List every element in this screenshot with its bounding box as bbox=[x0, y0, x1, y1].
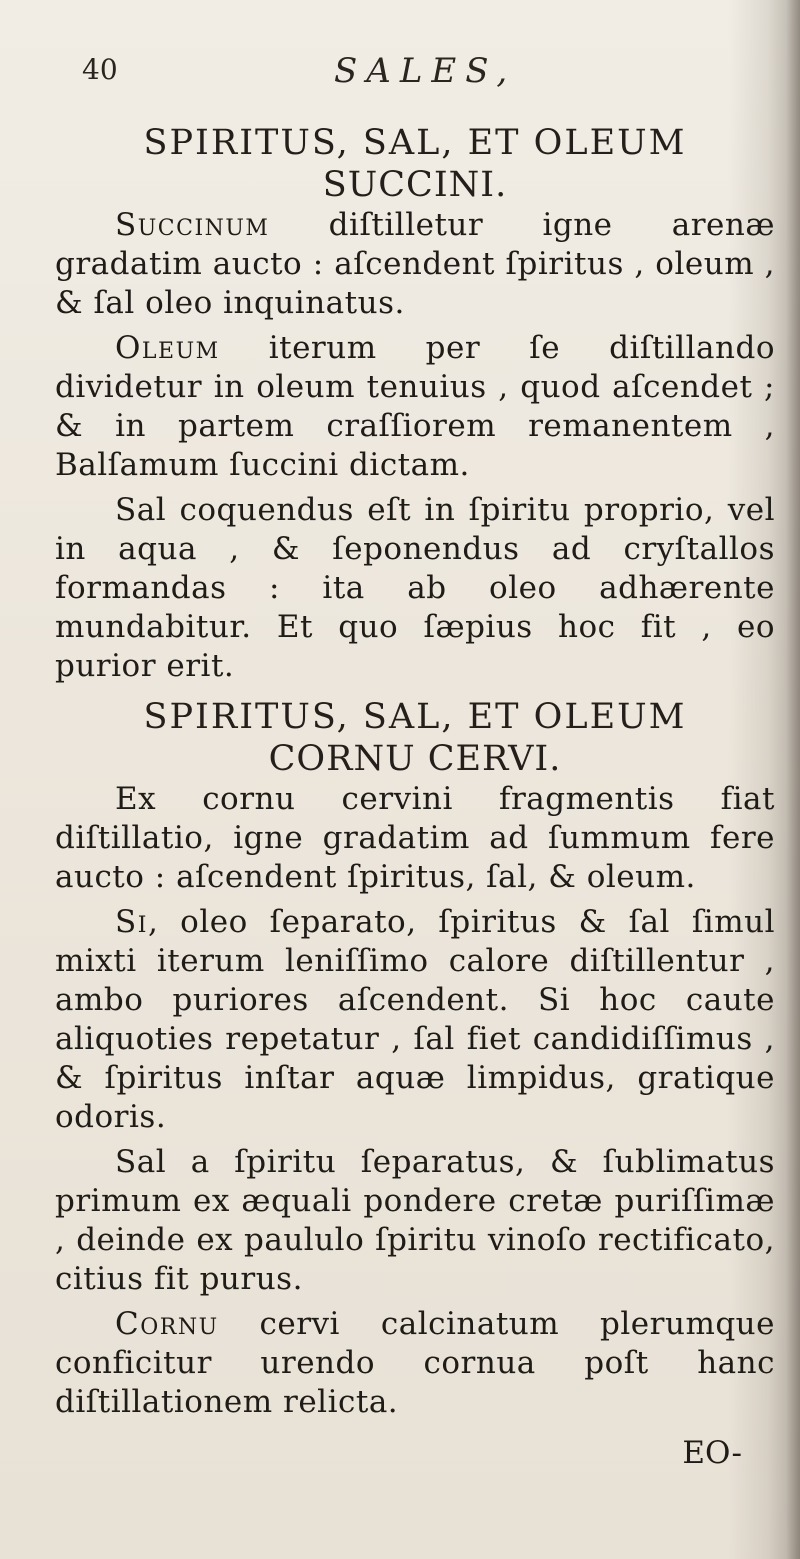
paragraph-lead: Oleum bbox=[115, 330, 220, 366]
section-cornu-cervi bbox=[55, 696, 775, 1422]
paragraph-lead: Si bbox=[115, 904, 148, 940]
running-head: SALES, bbox=[334, 51, 517, 91]
paragraph-text: Ex cornu cervini fragmentis fiat diſtillatio, igne gradatim ad ſummum fere aucto : aſcendent ſpiritus, ſal, & oleum. bbox=[55, 781, 775, 895]
paragraph-text: Sal coquendus eſt in ſpiritu proprio, vel in aqua , & ſeponendus ad cryſtallos formandas : ita ab oleo adhærente mundabitur. Et quo ſæpius hoc fit , eo purior erit. bbox=[55, 492, 775, 684]
paragraph-text: diſtilletur igne arenæ gradatim aucto : aſcendent ſpiritus , oleum , & ſal oleo inquinatus. bbox=[55, 207, 775, 321]
paragraph-text: cervi calcinatum plerumque conficitur urendo cornua poſt hanc diſtillationem relicta. bbox=[55, 1306, 775, 1420]
page-header bbox=[82, 46, 602, 106]
section-title-sub: SUCCINI. bbox=[322, 165, 508, 205]
paragraph-text: Sal a ſpiritu ſeparatus, & ſublimatus primum ex æquali pondere cretæ puriſſimæ , deinde ex paululo ſpiritu vinoſo rectificato, citius fit purus. bbox=[55, 1144, 775, 1297]
catchword: EO- bbox=[682, 1435, 742, 1471]
section-spacer bbox=[55, 686, 775, 696]
paragraph-cornu bbox=[55, 1305, 775, 1422]
paragraph-text: , oleo ſeparato, ſpiritus & ſal ſimul mixti iterum leniſſimo calore diſtillentur , ambo puriores aſcendent. Si hoc caute aliquoties repetatur , ſal fiet candidiſſimus , & ſpiritus inſtar aquæ limpidus, gratique odoris. bbox=[55, 904, 775, 1135]
paragraph-sal bbox=[55, 491, 775, 686]
section-title-main: SPIRITUS, SAL, ET OLEUM bbox=[143, 123, 687, 163]
paragraph-succinum bbox=[55, 206, 775, 323]
page-content bbox=[55, 122, 775, 1422]
section-title-main: SPIRITUS, SAL, ET OLEUM bbox=[143, 697, 687, 737]
paragraph-lead: Cornu bbox=[115, 1306, 219, 1342]
section-heading bbox=[55, 696, 775, 780]
paragraph-sal-a-spiritu bbox=[55, 1143, 775, 1299]
paragraph-lead: Succinum bbox=[115, 207, 270, 243]
paragraph-si bbox=[55, 903, 775, 1137]
paragraph-ex-cornu bbox=[55, 780, 775, 897]
page-number: 40 bbox=[82, 53, 118, 86]
paragraph-text: iterum per ſe diſtillando dividetur in oleum tenuius , quod aſcendet ; & in partem craſſiorem remanentem , Balſamum ſuccini dictam. bbox=[55, 330, 775, 483]
paragraph-oleum bbox=[55, 329, 775, 485]
section-heading bbox=[55, 122, 775, 206]
section-succini bbox=[55, 122, 775, 686]
section-title-sub: CORNU CERVI. bbox=[268, 739, 562, 779]
